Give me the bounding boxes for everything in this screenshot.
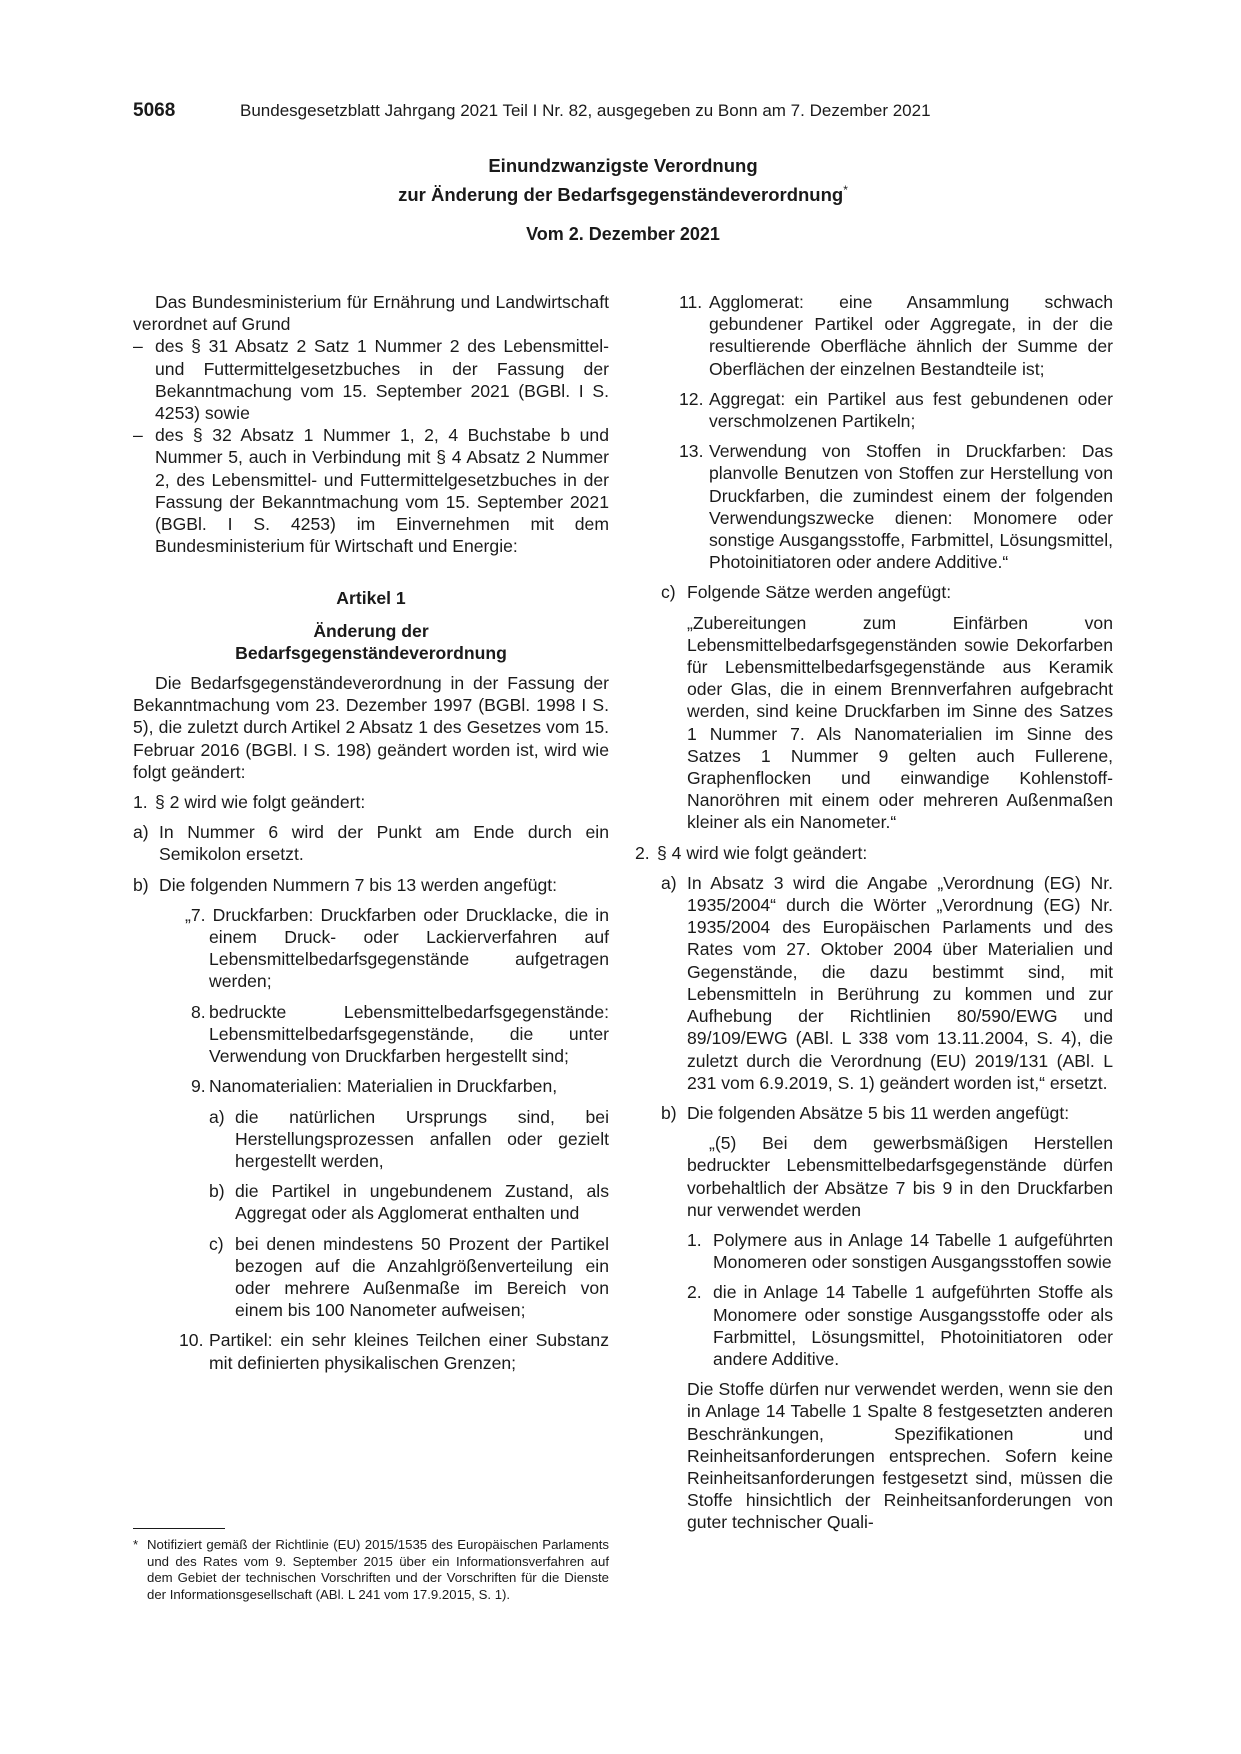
title-line-1: Einundzwanzigste Verordnung (488, 155, 758, 176)
title-line-2: zur Änderung der Bedarfsgegenständeverordnung* (398, 183, 848, 206)
artikel-title-2: Bedarfsgegenständeverordnung (235, 642, 507, 663)
footnote-text: Notifiziert gemäß der Richtlinie (EU) 2015/1535 des Europäischen Parlaments und des Rates vom 9. September 2015 über ein Informationsverfahren auf dem Gebiet der technischen Vorschriften und der Vorschriften für die Dienste der Informationsgesellschaft (ABl. L 241 vom 17.9.2015, S. 1). (147, 1537, 609, 1602)
list-item: 9. Nanomaterialien: Materialien in Druckfarben, (191, 1076, 558, 1097)
footnote-marker: * (843, 183, 848, 197)
list-item: 13. Verwendung von Stoffen in Druckfarben: Das planvolle Benutzen von Stoffen zur Herstellung von Druckfarben, die zumindest einem der folgenden Verwendungszwecke dienen: Monomere oder sonstige Ausgangsstoffe, Farbmittel, Lösungsmittel, Photoinitiatoren oder andere Additive.“ (679, 441, 1113, 573)
list-item: 12. Aggregat: ein Partikel aus fest gebundenen oder verschmolzenen Partikeln; (679, 388, 1113, 432)
quote-paragraph: „(5) Bei dem gewerbsmäßigen Herstellen bedruckter Lebensmittelbedarfsgegenstände dürfen vorbehaltlich der Absätze 7 bis 9 in den Druckfarben nur verwendet werden (687, 1133, 1113, 1220)
list-item: b) die Partikel in ungebundenem Zustand, als Aggregat oder als Agglomerat enthalten und (209, 1181, 609, 1224)
list-item: c) Folgende Sätze werden angefügt: (661, 582, 952, 603)
footnote (133, 1537, 609, 1603)
list-item: 2. die in Anlage 14 Tabelle 1 aufgeführten Stoffe als Monomere oder sonstige Ausgangsstoffe oder als Farbmittel, Lösungsmittel, Photoinitiatoren oder andere Additive. (687, 1282, 1113, 1369)
quote-paragraph: „Zubereitungen zum Einfärben von Lebensmittelbedarfsgegenständen sowie Dekorfarben für Lebensmittelbedarfsgegenstände aus Keramik oder Glas, die in einem Brennverfahren aufgebracht werden, sind keine Druckfarben im Sinne des Satzes 1 Nummer 7. Als Nanomaterialien im Sinne des Satzes 1 Nummer 9 gelten auch Fullerene, Graphenflocken und einwandige Kohlenstoff-Nanoröhren mit einem oder mehreren Außenmaßen kleiner als ein Nanometer.“ (687, 612, 1113, 833)
list-item: b) Die folgenden Absätze 5 bis 11 werden angefügt: (661, 1102, 1070, 1123)
list-item: c) bei denen mindestens 50 Prozent der Partikel bezogen auf die Anzahlgrößenverteilung ein oder mehrere Außenmaße im Bereich von einem bis 100 Nanometer aufweisen; (209, 1233, 609, 1321)
list-item: b) Die folgenden Nummern 7 bis 13 werden angefügt: (133, 874, 558, 895)
artikel-title-1: Änderung der (313, 620, 429, 641)
intro-paragraph: Das Bundesministerium für Ernährung und Landwirtschaft verordnet auf Grund (133, 292, 609, 335)
dash-item: – des § 32 Absatz 1 Nummer 1, 2, 4 Buchstabe b und Nummer 5, auch in Verbindung mit § 4 Absatz 2 Nummer 2, des Lebensmittel- und Futtermittelgesetzbuches in der Fassung der Bekanntmachung vom 15. September 2021 (BGBl. I S. 4253) im Einvernehmen mit dem Bundesministerium für Wirtschaft und Energie: (133, 425, 609, 557)
list-item: a) In Absatz 3 wird die Angabe „Verordnung (EG) Nr. 1935/2004“ durch die Wörter „Verordnung (EG) Nr. 1935/2004 des Europäischen Parlaments und des Rates vom 27. Oktober 2004 über Materialien und Gegenstände, die dazu bestimmt sind, mit Lebensmitteln in Berührung zu kommen und zur Aufhebung der Richtlinien 80/590/EWG und 89/109/EWG (ABl. L 338 vom 13.11.2004, S. 4), die zuletzt durch die Verordnung (EU) 2019/131 (ABl. L 231 vom 6.9.2019, S. 1) geändert worden ist,“ ersetzt. (661, 872, 1113, 1093)
document-title (133, 154, 1113, 207)
list-item: a) In Nummer 6 wird der Punkt am Ende durch ein Semikolon ersetzt. (133, 822, 609, 865)
list-item: 1. Polymere aus in Anlage 14 Tabelle 1 aufgeführten Monomeren oder sonstigen Ausgangsstoffen sowie (687, 1229, 1113, 1273)
list-item: 1. § 2 wird wie folgt geändert: (133, 792, 366, 813)
running-head: Bundesgesetzblatt Jahrgang 2021 Teil I Nr. 82, ausgegeben zu Bonn am 7. Dezember 2021 (240, 101, 931, 120)
list-item: 11. Agglomerat: eine Ansammlung schwach gebundener Partikel oder Aggregate, in der die resultierende Oberfläche ähnlich der Summe der Oberflächen der einzelnen Bestandteile ist; (679, 292, 1113, 379)
list-item: 8. bedruckte Lebensmittelbedarfsgegenstände: Lebensmittelbedarfsgegenstände, die unter Verwendung von Druckfarben hergestellt sind; (191, 1001, 609, 1067)
artikel-intro: Die Bedarfsgegenständeverordnung in der Fassung der Bekanntmachung vom 23. Dezember 1997 (BGBl. 1998 I S. 5), die zuletzt durch Artikel 2 Absatz 1 des Gesetzes vom 15. Februar 2016 (BGBl. I S. 198) geändert worden ist, wird wie folgt geändert: (133, 673, 609, 782)
list-item: 2. § 4 wird wie folgt geändert: (635, 842, 868, 863)
date-line: Vom 2. Dezember 2021 (526, 224, 720, 244)
footnote-marker: * (133, 1537, 139, 1552)
list-item: „7. Druckfarben: Druckfarben oder Drucklacke, die in einem Druck- oder Lackierverfahren auf Lebensmittelbedarfsgegenstände aufgetragen werden; (185, 904, 609, 992)
dash-item: – des § 31 Absatz 2 Satz 1 Nummer 2 des Lebensmittel- und Futtermittelgesetzbuches in der Fassung der Bekanntmachung vom 15. September 2021 (BGBl. I S. 4253) sowie (133, 336, 609, 424)
page-header (133, 100, 1113, 124)
left-column (133, 291, 609, 1374)
page-number: 5068 (133, 100, 176, 121)
closing-paragraph: Die Stoffe dürfen nur verwendet werden, wenn sie den in Anlage 14 Tabelle 1 Spalte 8 festgesetzten anderen Beschränkungen, Spezifikationen und Reinheitsanforderungen entsprechen. Sofern keine Reinheitsanforderungen festgesetzt sind, müssen die Stoffe hinsichtlich der Reinheitsanforderungen von guter technischer Quali- (687, 1379, 1113, 1533)
footnote-divider (133, 1528, 225, 1529)
list-item: a) die natürlichen Ursprungs sind, bei Herstellungsprozessen anfallen oder gezielt hergestellt werden, (209, 1106, 609, 1171)
list-item: 10. Partikel: ein sehr kleines Teilchen einer Substanz mit definierten physikalischen Grenzen; (179, 1330, 609, 1373)
artikel-heading: Artikel 1 (336, 588, 406, 609)
right-column (635, 291, 1113, 1534)
